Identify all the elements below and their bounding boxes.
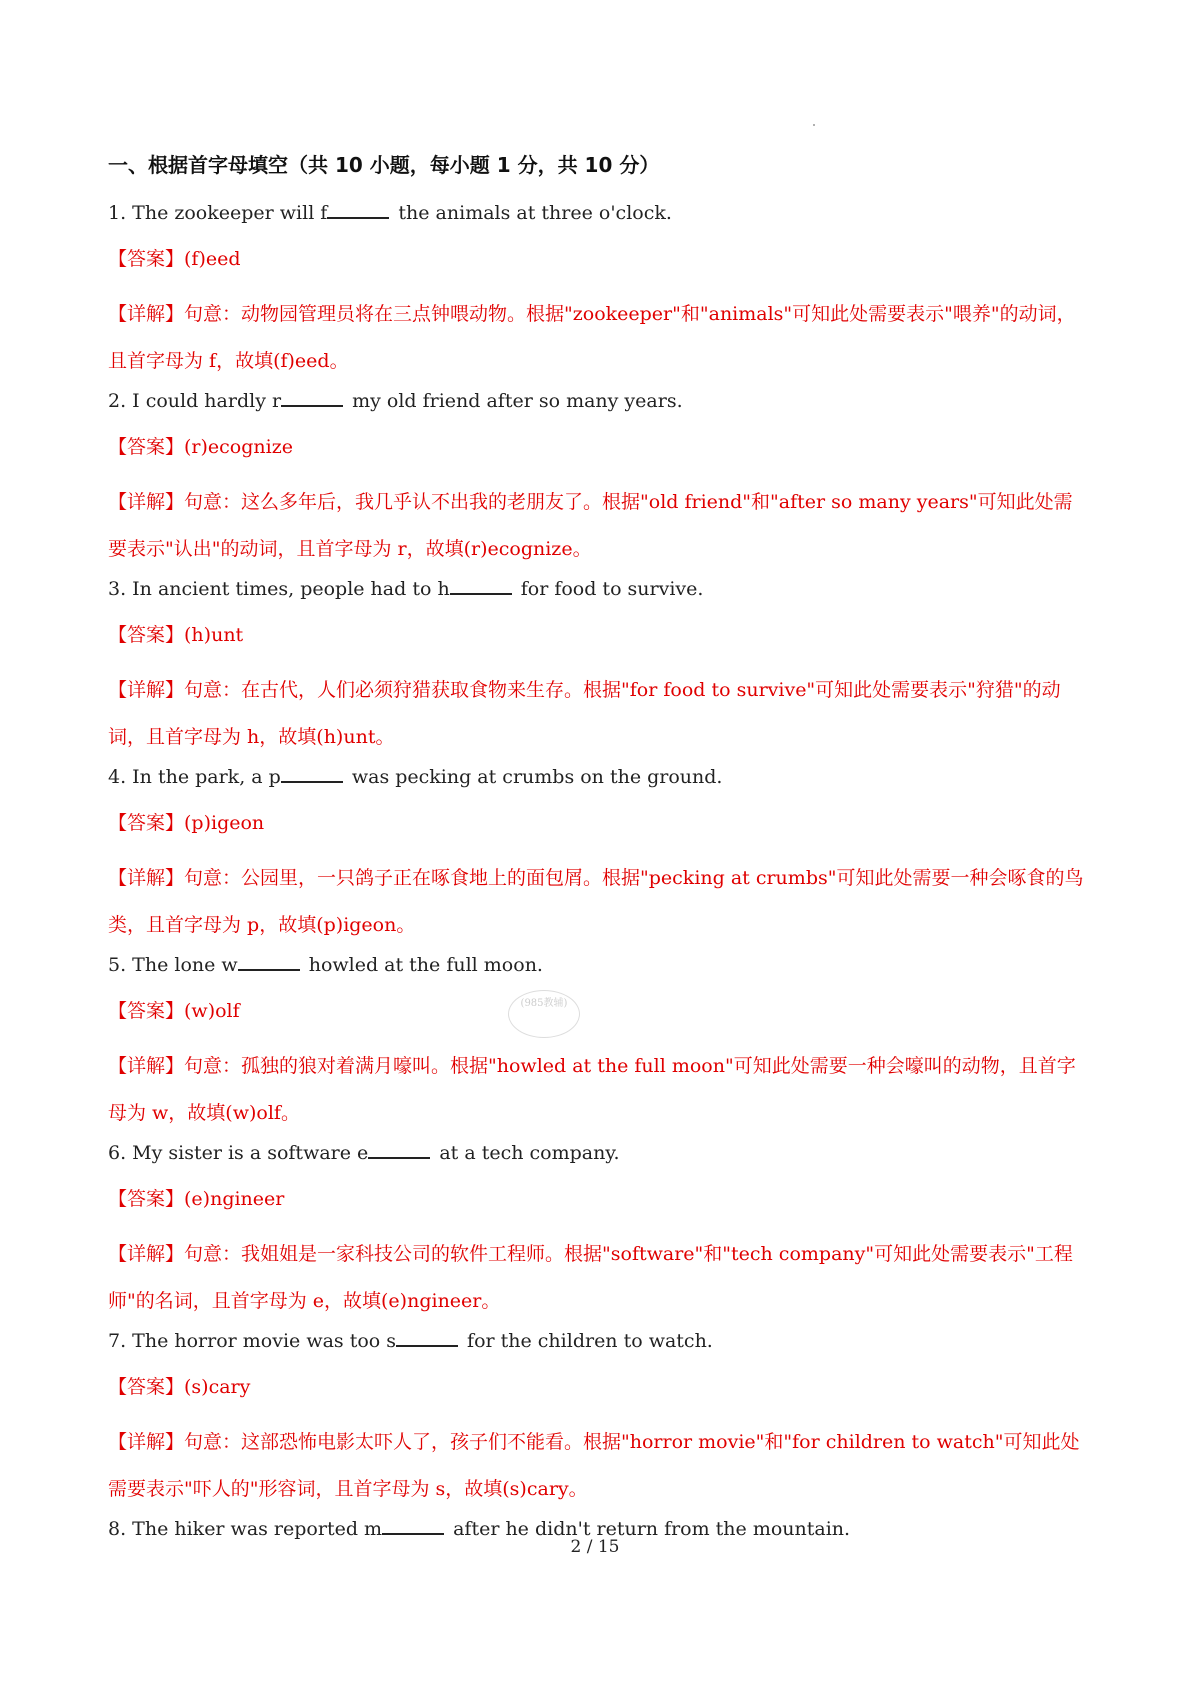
detail-text: 句意：在古代，人们必须狩猎获取食物来生存。根据"for food to survive"可知此处需要表示"狩猎"的动词，且首字母为 h，故填(h)unt。	[108, 679, 1061, 748]
decorative-dot	[813, 124, 815, 126]
answer-tag: 【答案】	[108, 812, 185, 834]
answer-text: (h)unt	[184, 624, 244, 646]
question-text-before: 4. In the park, a p	[108, 766, 281, 788]
question-text-after: after he didn't return from the mountain.	[447, 1518, 851, 1540]
detail-3	[108, 667, 1088, 761]
detail-tag: 【详解】	[108, 1055, 185, 1077]
detail-7	[108, 1419, 1088, 1513]
detail-text: 句意：公园里，一只鸽子正在啄食地上的面包屑。根据"pecking at crumbs"可知此处需要一种会啄食的鸟类，且首字母为 p，故填(p)igeon。	[108, 867, 1084, 936]
answer-blank	[238, 949, 300, 971]
answer-5	[108, 996, 1088, 1043]
answer-1	[108, 244, 1088, 291]
stamp-text: (985教辅)	[520, 998, 568, 1009]
detail-text: 句意：这部恐怖电影太吓人了，孩子们不能看。根据"horror movie"和"for children to watch"可知此处需要表示"吓人的"形容词，且首字母为 s，故填(s)cary。	[108, 1431, 1080, 1500]
detail-5	[108, 1043, 1088, 1137]
question-text-after: for food to survive.	[514, 578, 704, 600]
question-text-after: the animals at three o'clock.	[392, 202, 672, 224]
answer-blank	[327, 197, 389, 219]
question-text-before: 1. The zookeeper will f	[108, 202, 328, 224]
question-3	[108, 573, 1088, 620]
answer-blank	[450, 573, 512, 595]
section-title: 一、根据首字母填空（共 10 小题，每小题 1 分，共 10 分）	[108, 153, 660, 177]
answer-text: (p)igeon	[184, 812, 265, 834]
watermark-stamp	[508, 990, 580, 1038]
answer-text: (r)ecognize	[184, 436, 293, 458]
page-content	[108, 150, 1088, 1560]
answer-tag: 【答案】	[108, 1376, 185, 1398]
answer-text: (w)olf	[184, 1000, 240, 1022]
question-text-after: was pecking at crumbs on the ground.	[345, 766, 723, 788]
answer-tag: 【答案】	[108, 436, 185, 458]
answer-3	[108, 620, 1088, 667]
answer-blank	[281, 385, 343, 407]
answer-blank	[396, 1325, 458, 1347]
question-text-after: for the children to watch.	[461, 1330, 713, 1352]
answer-7	[108, 1372, 1088, 1419]
detail-tag: 【详解】	[108, 1431, 185, 1453]
detail-4	[108, 855, 1088, 949]
question-5	[108, 949, 1088, 996]
detail-text: 句意：我姐姐是一家科技公司的软件工程师。根据"software"和"tech company"可知此处需要表示"工程师"的名词，且首字母为 e，故填(e)ngineer。	[108, 1243, 1073, 1312]
page-number: 2 / 15	[570, 1537, 620, 1557]
question-text-before: 2. I could hardly r	[108, 390, 282, 412]
question-text-before: 5. The lone w	[108, 954, 238, 976]
question-7	[108, 1325, 1088, 1372]
question-text-after: at a tech company.	[433, 1142, 620, 1164]
question-6	[108, 1137, 1088, 1184]
detail-text: 句意：这么多年后，我几乎认不出我的老朋友了。根据"old friend"和"after so many years"可知此处需要表示"认出"的动词，且首字母为 r，故填(r)ecognize。	[108, 491, 1073, 560]
answer-text: (f)eed	[184, 248, 241, 270]
detail-1	[108, 291, 1088, 385]
question-2	[108, 385, 1088, 432]
question-text-before: 8. The hiker was reported m	[108, 1518, 383, 1540]
answer-text: (e)ngineer	[184, 1188, 285, 1210]
answer-tag: 【答案】	[108, 624, 185, 646]
question-text-after: howled at the full moon.	[302, 954, 543, 976]
detail-tag: 【详解】	[108, 303, 185, 325]
answer-blank	[382, 1513, 444, 1535]
answer-6	[108, 1184, 1088, 1231]
detail-6	[108, 1231, 1088, 1325]
answer-tag: 【答案】	[108, 1188, 185, 1210]
answer-blank	[281, 761, 343, 783]
question-1	[108, 197, 1088, 244]
detail-2	[108, 479, 1088, 573]
answer-blank	[368, 1137, 430, 1159]
question-4	[108, 761, 1088, 808]
detail-tag: 【详解】	[108, 1243, 185, 1265]
answer-text: (s)cary	[184, 1376, 251, 1398]
question-text-before: 3. In ancient times, people had to h	[108, 578, 450, 600]
detail-text: 句意：孤独的狼对着满月嚎叫。根据"howled at the full moon"可知此处需要一种会嚎叫的动物，且首字母为 w，故填(w)olf。	[108, 1055, 1076, 1124]
detail-tag: 【详解】	[108, 867, 185, 889]
detail-tag: 【详解】	[108, 491, 185, 513]
question-text-before: 7. The horror movie was too s	[108, 1330, 396, 1352]
question-text-before: 6. My sister is a software e	[108, 1142, 369, 1164]
detail-text: 句意：动物园管理员将在三点钟喂动物。根据"zookeeper"和"animals"可知此处需要表示"喂养"的动词，且首字母为 f，故填(f)eed。	[108, 303, 1076, 372]
answer-4	[108, 808, 1088, 855]
question-text-after: my old friend after so many years.	[346, 390, 683, 412]
answer-tag: 【答案】	[108, 1000, 185, 1022]
answer-tag: 【答案】	[108, 248, 185, 270]
detail-tag: 【详解】	[108, 679, 185, 701]
answer-2	[108, 432, 1088, 479]
